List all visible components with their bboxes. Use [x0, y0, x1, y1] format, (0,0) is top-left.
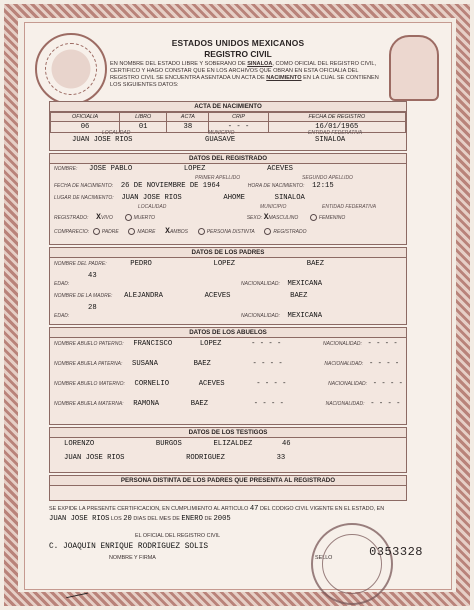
- registrado-ap1: LOPEZ: [183, 165, 206, 173]
- acta-title: ACTA DE NACIMIENTO: [50, 102, 406, 112]
- acta-section: ACTA DE NACIMIENTO OFICIALIA LIBRO ACTA CRIP FECHA DE REGISTRO 06 01 38 - - - 16/01/1965 JUAN JOSE RIOS GUASAVE SINALOA LOCALIDAD MUNICIPIO ENTIDAD FEDERATIVA: [49, 101, 407, 151]
- abuelo-row: NOMBRE ABUELO MATERNO: CORNELIO ACEVES - - - - NACIONALIDAD: - - - -: [54, 380, 403, 388]
- mexican-coat-of-arms-seal: [35, 33, 107, 105]
- madre-nombre: ALEJANDRA: [124, 292, 163, 300]
- fecha-nacimiento: 26 DE NOVIEMBRE DE 1964: [120, 182, 221, 190]
- registry-title: REGISTRO CIVIL: [204, 49, 272, 59]
- testigos-title: DATOS DE LOS TESTIGOS: [50, 428, 406, 438]
- abuelo-row: NOMBRE ABUELA MATERNA: RAMONA BAEZ - - - - NACIONALIDAD: - - - -: [54, 400, 401, 408]
- registrado-ap2: ACEVES: [267, 165, 293, 173]
- acta-table: OFICIALIA LIBRO ACTA CRIP FECHA DE REGISTRO 06 01 38 - - - 16/01/1965: [50, 112, 406, 133]
- firma-label: NOMBRE Y FIRMA: [109, 555, 156, 561]
- madre-ap1: ACEVES: [204, 292, 231, 300]
- testigo-row: JUAN JOSE RIOS RODRIGUEZ 33: [64, 454, 286, 462]
- sello-label: SELLO: [315, 555, 333, 561]
- abuelos-title: DATOS DE LOS ABUELOS: [50, 328, 406, 338]
- official-stamp: [311, 523, 393, 605]
- lugar-entidad: SINALOA: [274, 194, 305, 202]
- padre-ap1: LOPEZ: [213, 260, 236, 268]
- registrado-section: DATOS DEL REGISTRADO NOMBRE: JOSE PABLO LOPEZ ACEVES PRIMER APELLIDO SEGUNDO APELLIDO FECHA DE NACIMIENTO: 26 DE NOVIEMBRE DE 1964 HORA DE NACIMIENTO: 12:15 LUGAR DE NACIMIENTO: JUAN JOSE RIOS AHOME SINALOA LOCALIDAD MUNICIPIO ENTIDAD FEDERATIVA REGISTRADO: XVIVO MUERTO SEXO: XMASCULINO FEMENINO COMPARECIO: PADRE MADRE XAMBOS PERSONA DISTINTA REGISTRADO: [49, 153, 407, 245]
- header: [120, 38, 356, 59]
- padre-ap2: BAEZ: [306, 260, 325, 268]
- folio-number: 0353328: [369, 545, 423, 559]
- padre-nacionalidad: MEXICANA: [287, 280, 323, 288]
- anio-expedicion: 2005: [213, 515, 231, 523]
- country-title: ESTADOS UNIDOS MEXICANOS: [171, 38, 305, 48]
- registrado-title: DATOS DEL REGISTRADO: [50, 154, 406, 164]
- madre-nacionalidad: MEXICANA: [287, 312, 323, 320]
- mes-expedicion: ENERO: [181, 515, 203, 523]
- act-kind: NACIMIENTO: [266, 75, 302, 81]
- abuelo-row: NOMBRE ABUELA PATERNA: SUSANA BAEZ - - - - NACIONALIDAD: - - - -: [54, 360, 400, 368]
- abuelos-section: [49, 327, 407, 425]
- padre-edad: 43: [88, 272, 97, 280]
- registrado-nombre: JOSE PABLO: [89, 165, 133, 173]
- certificate-body: [24, 22, 452, 590]
- lugar-localidad: JUAN JOSE RIOS: [121, 194, 182, 202]
- oficial-nombre: C. JOAQUIN ENRIQUE RODRIGUEZ SOLIS: [49, 543, 209, 551]
- acta-localidad: JUAN JOSE RIOS: [72, 136, 133, 144]
- certificacion-fecha: JUAN JOSE RIOS LOS 20 DIAS DEL MES DE ENERO DE 2005: [49, 515, 231, 523]
- lugar-expedicion: JUAN JOSE RIOS: [49, 515, 110, 523]
- state-name: SINALOA: [247, 61, 273, 67]
- sinaloa-state-crest: [389, 35, 439, 101]
- persona-distinta-section: [49, 475, 407, 501]
- oficial-label: EL OFICIAL DEL REGISTRO CIVIL: [135, 533, 221, 539]
- padres-title: DATOS DE LOS PADRES: [50, 248, 406, 258]
- padre-nombre: PEDRO: [130, 260, 152, 268]
- hora-nacimiento: 12:15: [312, 182, 334, 190]
- dia-expedicion: 20: [123, 515, 132, 523]
- persona-distinta-title: PERSONA DISTINTA DE LOS PADRES QUE PRESENTA AL REGISTRADO: [50, 476, 406, 486]
- testigos-section: [49, 427, 407, 473]
- madre-edad: 28: [88, 304, 97, 312]
- certificacion-text: SE EXPIDE LA PRESENTE CERTIFICACION, EN CUMPLIMIENTO AL ARTICULO 47 DEL CODIGO CIVIL VIGENTE EN EL ESTADO, EN: [49, 505, 385, 513]
- acta-entidad: SINALOA: [315, 136, 346, 144]
- abuelo-row: NOMBRE ABUELO PATERNO: FRANCISCO LOPEZ - - - - NACIONALIDAD: - - - -: [54, 340, 398, 348]
- testigo-row: LORENZO BURGOS ELIZALDEZ 46: [64, 440, 291, 448]
- lugar-municipio: AHOME: [223, 194, 245, 202]
- padres-section: DATOS DE LOS PADRES NOMBRE DEL PADRE: PEDRO LOPEZ BAEZ 43 EDAD: NACIONALIDAD: MEXICANA NOMBRE DE LA MADRE: ALEJANDRA ACEVES BAEZ 28 EDAD: NACIONALIDAD: MEXICANA: [49, 247, 407, 325]
- madre-ap2: BAEZ: [290, 292, 308, 300]
- acta-municipio: GUASAVE: [205, 136, 236, 144]
- intro-text: EN NOMBRE DEL ESTADO LIBRE Y SOBERANO DE SINALOA, COMO OFICIAL DEL REGISTRO CIVIL, CERTIFICO Y HAGO CONSTAR QUE EN LOS ARCHIVOS QUE OBRAN EN ESTA OFICIALIA DEL REGISTRO CIVIL SE ENCUENTRA ASENTADA UN ACTA DE NACIMIENTO EN LA CUAL SE CONTIENEN LOS SIGUIENTES DATOS:: [110, 61, 379, 88]
